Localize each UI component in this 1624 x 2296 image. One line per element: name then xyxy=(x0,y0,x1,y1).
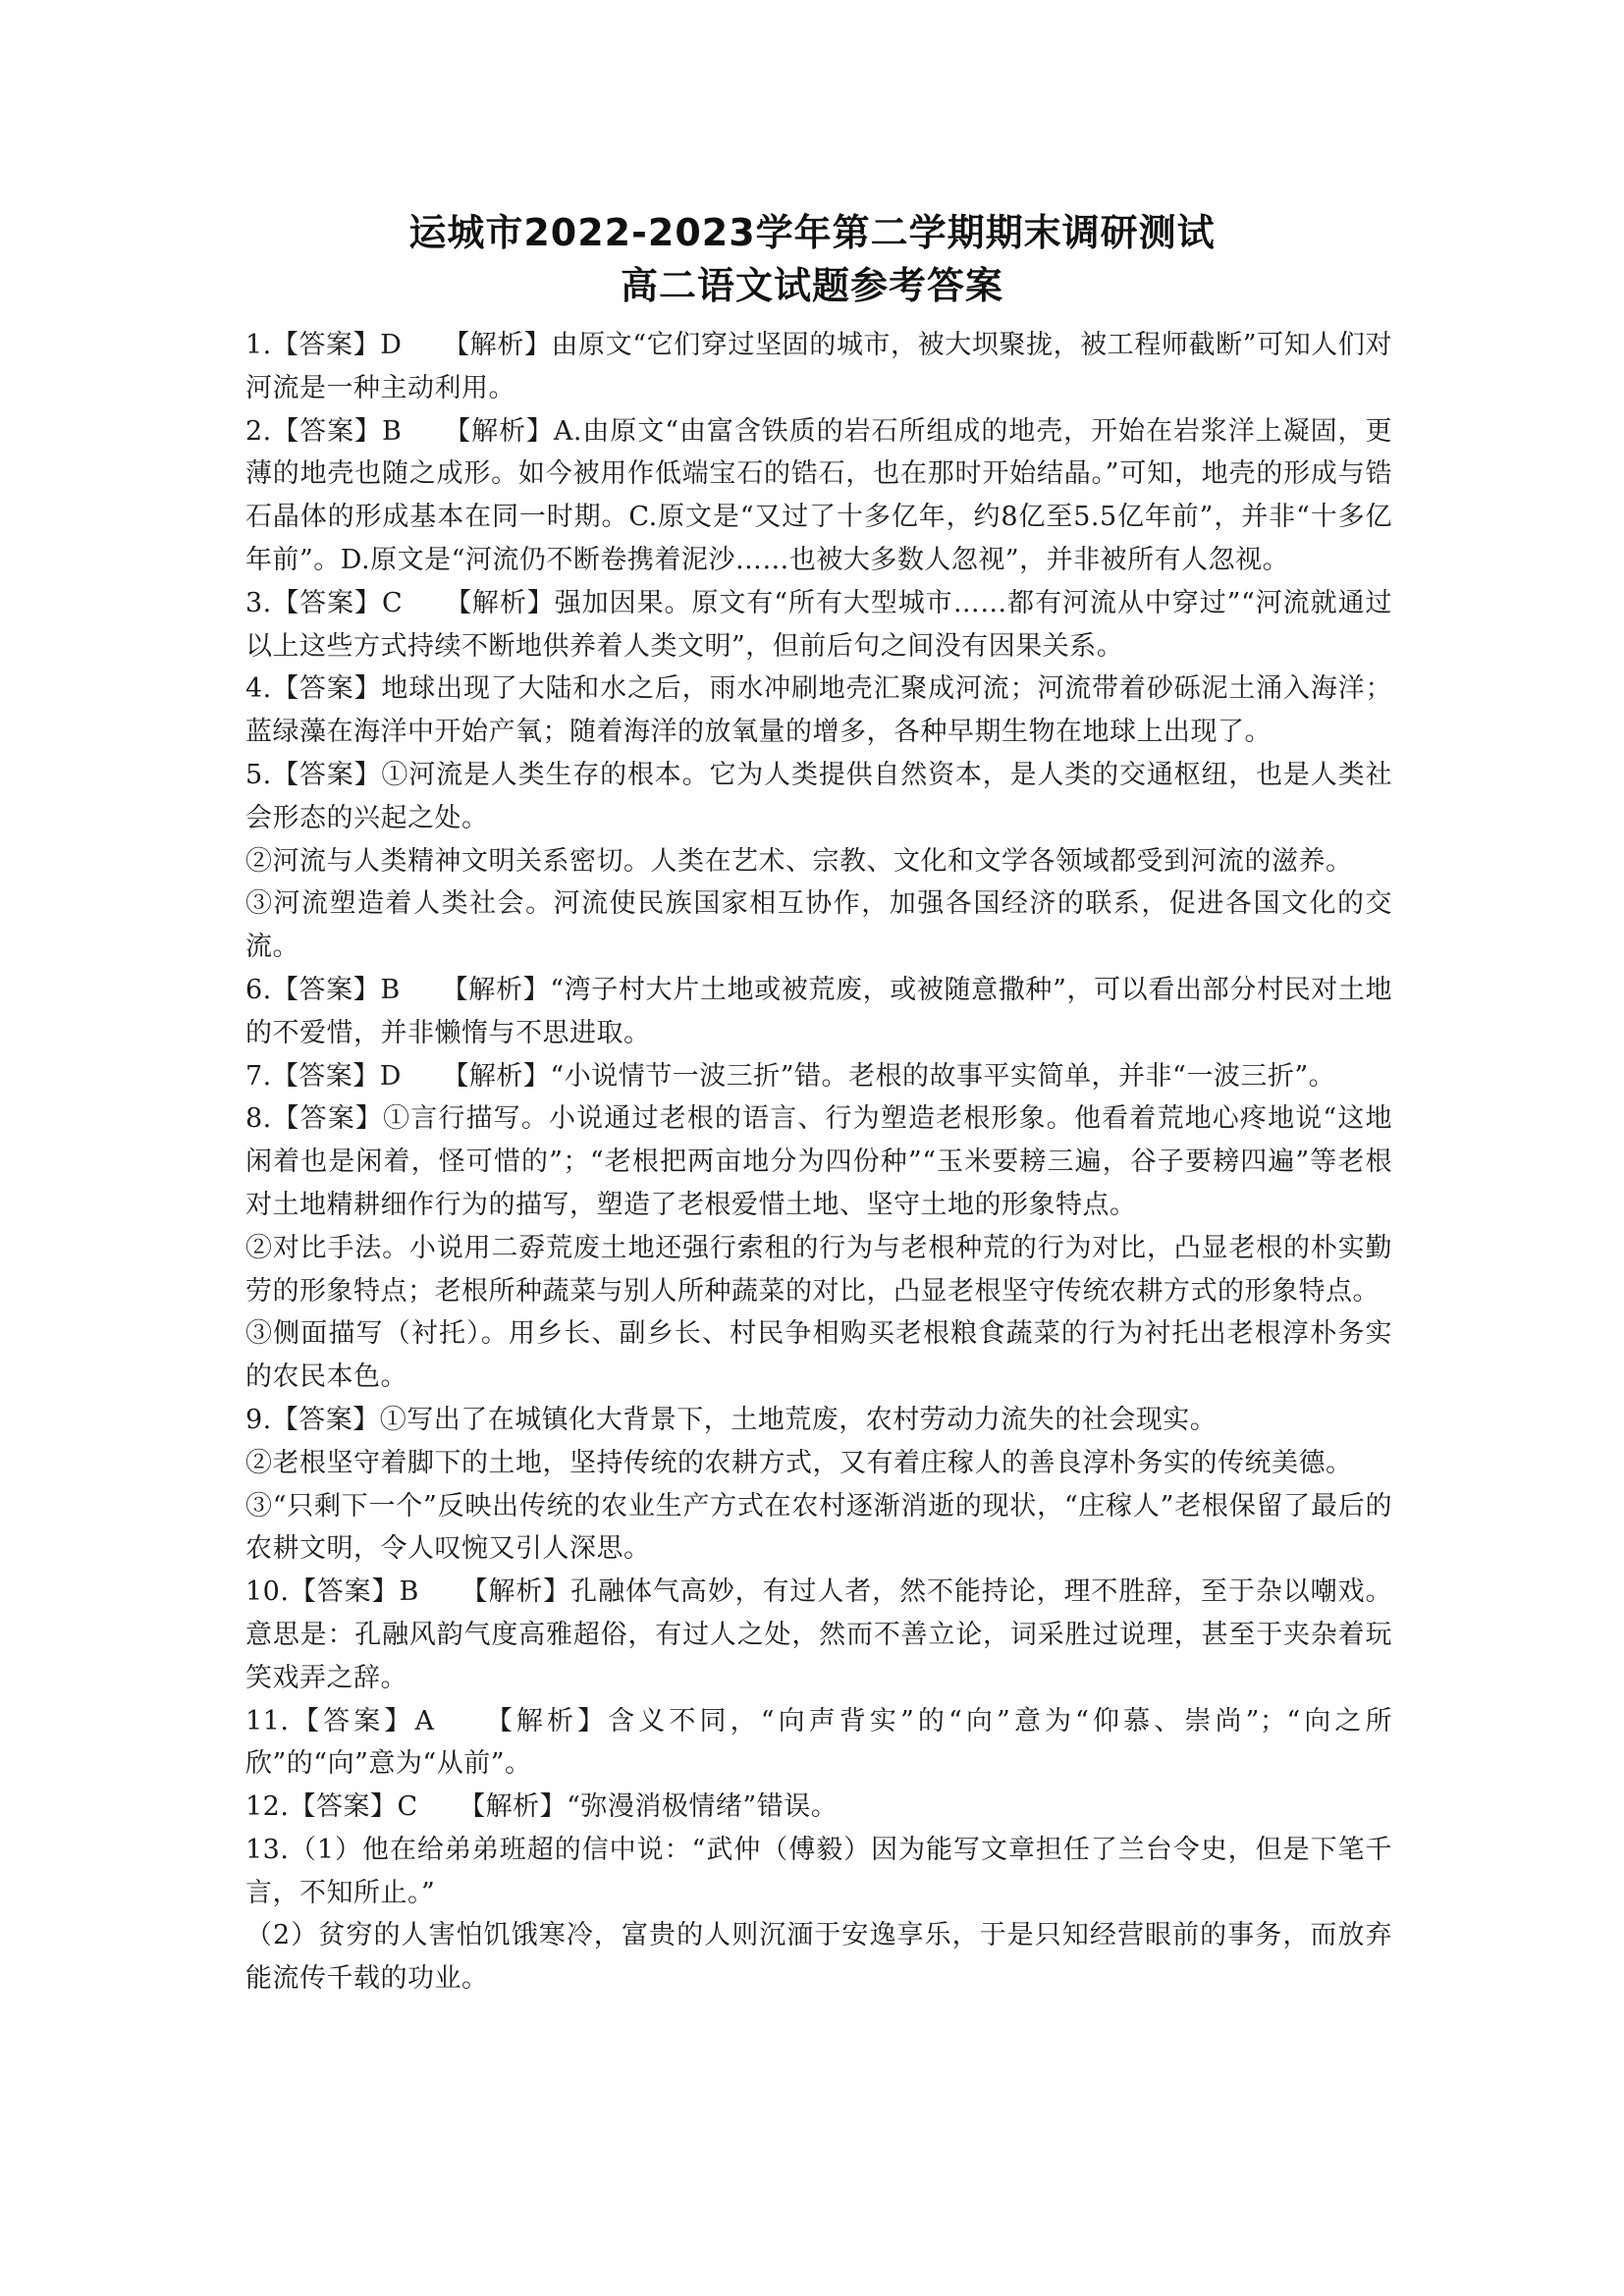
answer-q5-point2: ②河流与人类精神文明关系密切。人类在艺术、宗教、文化和文学各领域都受到河流的滋养。 xyxy=(245,845,1353,877)
answer-q8-point2: ②对比手法。小说用二孬荒废土地还强行索租的行为与老根种荒的行为对比，凸显老根的朴实勤劳的形象特点；老根所种蔬菜与别人所种蔬菜的对比，凸显老根坚守传统农耕方式的形象特点。 xyxy=(245,1232,1392,1307)
answer-q10: 10.【答案】B 【解析】孔融体气高妙，有过人者，然不能持论，理不胜辞，至于杂以嘲戏。意思是：孔融风韵气度高雅超俗，有过人之处，然而不善立论，词采胜过说理，甚至于夹杂着玩笑戏弄之辞。 xyxy=(245,1576,1392,1693)
answer-q11: 11.【答案】A 【解析】含义不同，“向声背实”的“向”意为“仰慕、崇尚”；“向之所欣”的“向”意为“从前”。 xyxy=(245,1705,1392,1780)
answer-q9-point3: ③“只剩下一个”反映出传统的农业生产方式在农村逐渐消逝的现状，“庄稼人”老根保留了最后的农耕文明，令人叹惋又引人深思。 xyxy=(245,1490,1392,1565)
answer-q12: 12.【答案】C 【解析】“弥漫消极情绪”错误。 xyxy=(245,1791,839,1823)
answer-q13-part1: 13.（1）他在给弟弟班超的信中说：“武仲（傅毅）因为能写文章担任了兰台令史，但是下笔千言，不知所止。” xyxy=(245,1834,1392,1908)
answer-q7: 7.【答案】D 【解析】“小说情节一波三折”错。老根的故事平实简单，并非“一波三折”。 xyxy=(245,1060,1336,1092)
answer-key-title: 高二语文试题参考答案 xyxy=(620,264,1003,307)
answer-q13-part2: （2）贫穷的人害怕饥饿寒冷，富贵的人则沉湎于安逸享乐，于是只知经营眼前的事务，而放弃能流传千载的功业。 xyxy=(245,1920,1392,1995)
answer-q5-point1: 5.【答案】①河流是人类生存的根本。它为人类提供自然资本，是人类的交通枢纽，也是人类社会形态的兴起之处。 xyxy=(245,759,1392,833)
answer-q1: 1.【答案】D 【解析】由原文“它们穿过坚固的城市，被大坝聚拢，被工程师截断”可知人们对河流是一种主动利用。 xyxy=(245,330,1392,403)
answer-list xyxy=(245,324,1392,2001)
exam-title: 运城市2022-2023学年第二学期期末调研测试 xyxy=(408,211,1216,254)
answer-q4: 4.【答案】地球出现了大陆和水之后，雨水冲刷地壳汇聚成河流；河流带着砂砾泥土涌入海洋；蓝绿藻在海洋中开始产氧；随着海洋的放氧量的增多，各种早期生物在地球上出现了。 xyxy=(245,673,1392,748)
answer-q5-point3: ③河流塑造着人类社会。河流使民族国家相互协作，加强各国经济的联系，促进各国文化的交流。 xyxy=(245,888,1392,963)
answer-q3: 3.【答案】C 【解析】强加因果。原文有“所有大型城市……都有河流从中穿过”“河流就通过以上这些方式持续不断地供养着人类文明”，但前后句之间没有因果关系。 xyxy=(245,587,1392,662)
answer-q9-point2: ②老根坚守着脚下的土地，坚持传统的农耕方式，又有着庄稼人的善良淳朴务实的传统美德。 xyxy=(245,1447,1353,1478)
answer-q8-point1: 8.【答案】①言行描写。小说通过老根的语言、行为塑造老根形象。他看着荒地心疼地说“这地闲着也是闲着，怪可惜的”；“老根把两亩地分为四份种”“玉米要耪三遍，谷子要耪四遍”等老根对土地精耕细作行为的描写，塑造了老根爱惜土地、坚守土地的形象特点。 xyxy=(245,1103,1392,1220)
answer-q2: 2.【答案】B 【解析】A.由原文“由富含铁质的岩石所组成的地壳，开始在岩浆洋上凝固，更薄的地壳也随之成形。如今被用作低端宝石的锆石，也在那时开始结晶。”可知，地壳的形成与锆石晶体的形成基本在同一时期。C.原文是“又过了十多亿年，约8亿至5.5亿年前”，并非“十多亿年前”。D.原文是“河流仍不断卷携着泥沙……也被大多数人忽视”，并非被所有人忽视。 xyxy=(245,415,1392,575)
answer-q9-point1: 9.【答案】①写出了在城镇化大背景下，土地荒废，农村劳动力流失的社会现实。 xyxy=(245,1404,1218,1435)
title-block xyxy=(0,206,1624,312)
answer-q6: 6.【答案】B 【解析】“湾子村大片土地或被荒废，或被随意撒种”，可以看出部分村民对土地的不爱惜，并非懒惰与不思进取。 xyxy=(245,974,1392,1048)
answer-q8-point3: ③侧面描写（衬托）。用乡长、副乡长、村民争相购买老根粮食蔬菜的行为衬托出老根淳朴务实的农民本色。 xyxy=(245,1318,1392,1393)
